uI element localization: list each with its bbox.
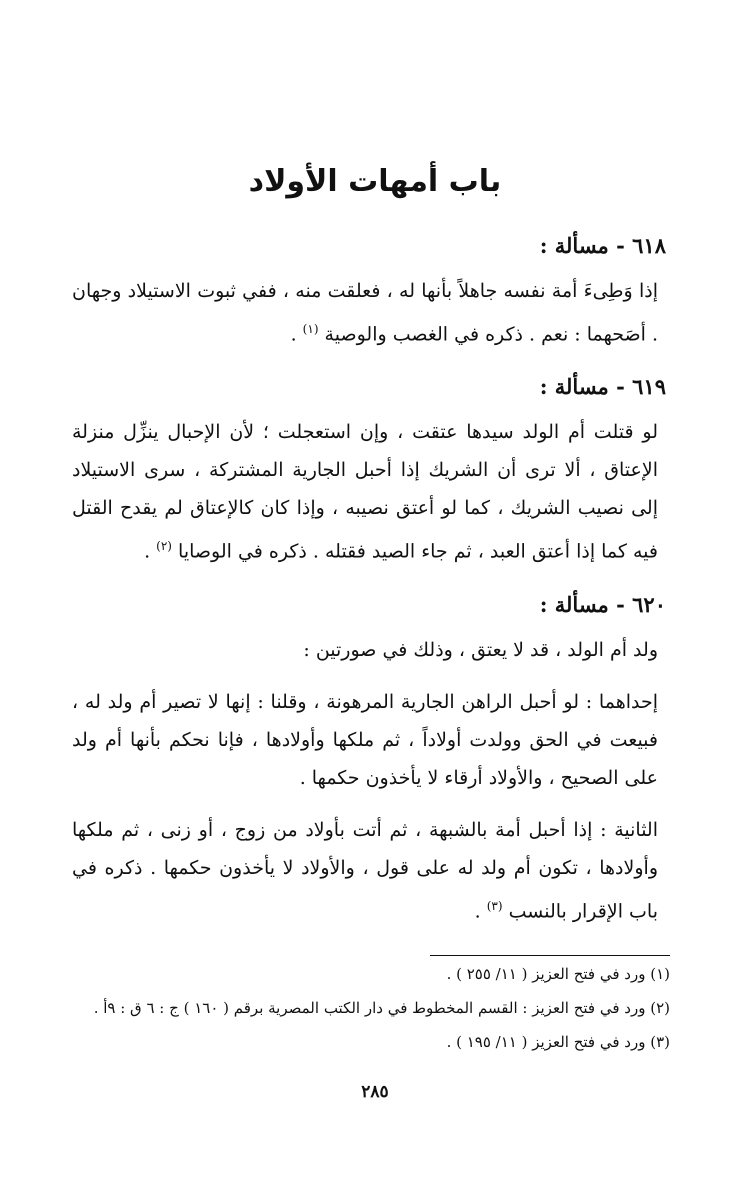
footnotes: [70, 960, 670, 1062]
paragraph-618: [72, 272, 670, 353]
paragraph-text: إحداهما : لو أحبل الراهن الجارية المرهونة ، وقلنا : إنها لا تصير أم ولد له ، فبيعت في الحق وولدت أولاداً ، ثم ملكها وأولادها ، فإنا نحكم بأنها أم ولد على الصحيح ، والأولاد أرقاء لا يأخذون حكمها .: [72, 690, 658, 789]
page-number: ٢٨٥: [361, 1082, 389, 1102]
paragraph-end: .: [290, 323, 297, 346]
footnote-ref[interactable]: (٣): [486, 898, 503, 913]
paragraph-end: .: [474, 899, 481, 922]
section-heading-620: ٦٢٠ - مسألة :: [539, 591, 666, 617]
paragraph-620-second: [72, 811, 670, 930]
page-body: [72, 222, 670, 944]
paragraph-619: [72, 413, 670, 570]
paragraph-text: إذا وَطِىءَ أمة نفسه جاهلاً بأنها له ، فعلقت منه ، ففي ثبوت الاستيلاد وجهان . أصَحهما : نعم . ذكره في الغصب والوصية: [72, 280, 658, 346]
section-heading-618: ٦١٨ - مسألة :: [539, 233, 666, 258]
paragraph-text: لو قتلت أم الولد سيدها عتقت ، وإن استعجلت ؛ لأن الإحبال ينزِّل منزلة الإعتاق ، ألا ترى أن الشريك إذا أحبل الجارية المشتركة ، سرى الاستيلاد إلى نصيب الشريك ، كما لو أعتق نصيبه ، وإذا كان كالإعتاق لم يقدح القتل فيه كما إذا أعتق العبد ، ثم جاء الصيد فقتله . ذكره في الوصايا: [72, 421, 658, 563]
footnote-3: (٣) ورد في فتح العزيز ( ١١/ ١٩٥ ) .: [446, 1033, 670, 1051]
paragraph-620-intro: [72, 631, 670, 669]
section-heading-619: ٦١٩ - مسألة :: [539, 374, 666, 400]
footnote-divider: [430, 955, 670, 956]
footnote-ref[interactable]: (٢): [156, 539, 172, 554]
paragraph-text: ولد أم الولد ، قد لا يعتق ، وذلك في صورتين :: [303, 638, 658, 661]
paragraph-text: الثانية : إذا أحبل أمة بالشبهة ، ثم أتت بأولاد من زوج ، أو زنى ، ثم ملكها وأولادها ، تكون أم ولد له على قول ، والأولاد لا يأخذون حكمها . ذكره في باب الإقرار بالنسب: [72, 818, 658, 922]
chapter-title: باب أمهات الأولاد: [248, 164, 502, 199]
footnote-ref[interactable]: (١): [302, 322, 319, 336]
paragraph-620-first: [72, 683, 670, 797]
footnote-1: (١) ورد في فتح العزيز ( ١١/ ٢٥٥ ) .: [446, 965, 670, 983]
paragraph-end: .: [144, 540, 151, 563]
footnote-2: (٢) ورد في فتح العزيز : القسم المخطوط في دار الكتب المصرية برقم ( ١٦٠ ) ج : ٦ ق : ٩أ .: [93, 999, 670, 1017]
